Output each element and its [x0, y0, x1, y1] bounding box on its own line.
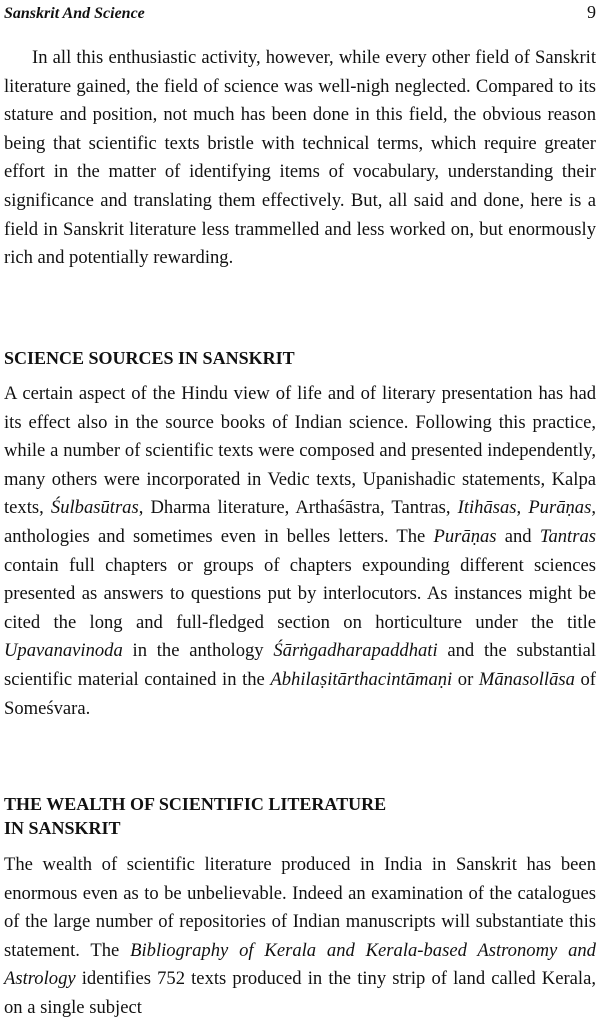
text-run: A certain aspect of the Hindu view of life and of literary presentation has had its effect also in the source books of Indian science. Following this practice, while a number of scientific texts were composed and presented independently, many others were incorporated in Vedic texts, Upanishadic statements, Kalpa texts,	[4, 383, 596, 519]
text-run: , Dharma literature, Arthaśāstra, Tantras,	[138, 497, 458, 519]
text-run: of Someśvara.	[4, 668, 596, 719]
text-run: or	[452, 668, 479, 690]
text-run: in the anthology	[122, 640, 274, 662]
text-run: contain full chapters or groups of chapters expounding different sciences presented as answers to questions put by interlocutors. As instances might be cited the long and full-fledged section on horticulture under the title	[4, 554, 596, 633]
italic-term: Mānasollāsa	[478, 668, 575, 690]
italic-term: Śārṅgadharapaddhati	[273, 640, 438, 662]
section-heading-science-sources: SCIENCE SOURCES IN SANSKRIT	[4, 348, 295, 368]
running-title: Sanskrit And Science	[4, 5, 145, 22]
text-run: , anthologies and sometimes even in belles letters. The	[4, 497, 596, 547]
heading-line: IN SANSKRIT	[4, 818, 121, 838]
running-header	[4, 2, 596, 26]
section-heading-wealth	[4, 792, 596, 840]
paragraph-science-sources	[4, 380, 596, 723]
italic-term: Śulbasūtras	[50, 497, 139, 519]
italic-term: Itihāsas	[457, 497, 517, 519]
text-run: identifies 752 texts produced in the tiny strip of land called Kerala, on a single subject	[4, 968, 596, 1018]
italic-term: Purāṇas	[528, 497, 592, 519]
page-number: 9	[587, 2, 596, 22]
text-run: and the substantial scientific material contained in the	[4, 640, 596, 690]
text-run: ,	[516, 497, 529, 519]
paragraph-text	[4, 380, 596, 723]
text-run: The wealth of scientific literature produced in India in Sanskrit has been enormous even as to be unbelievable. Indeed an examination of the catalogues of the large number of repositories of Indian manuscripts will substantiate this statement. The	[4, 854, 596, 961]
italic-term: Tantras	[539, 525, 596, 547]
paragraph-wealth	[4, 851, 596, 1023]
italic-term: Abhilaṣitārthacintāmaṇi	[270, 668, 453, 690]
text-run: and	[496, 525, 540, 547]
italic-term: Purāṇas	[433, 525, 497, 547]
paragraph-intro	[4, 44, 596, 273]
paragraph-text	[4, 851, 596, 1023]
paragraph-text: In all this enthusiastic activity, however, while every other field of Sanskrit literature gained, the field of science was well-nigh neglected. Compared to its stature and position, not much has been done in this field, the obvious reason being that scientific texts bristle with technical terms, which require greater effort in the matter of identifying items of vocabulary, understanding their significance and translating them effectively. But, all said and done, here is a field in Sanskrit literature less trammelled and less worked on, but enormously rich and potentially rewarding.	[4, 47, 596, 269]
italic-title: Bibliography of Kerala and Kerala-based Astronomy and Astrology	[4, 939, 596, 990]
heading-line: THE WEALTH OF SCIENTIFIC LITERATURE	[4, 794, 387, 814]
italic-term: Upavanavinoda	[4, 640, 123, 662]
